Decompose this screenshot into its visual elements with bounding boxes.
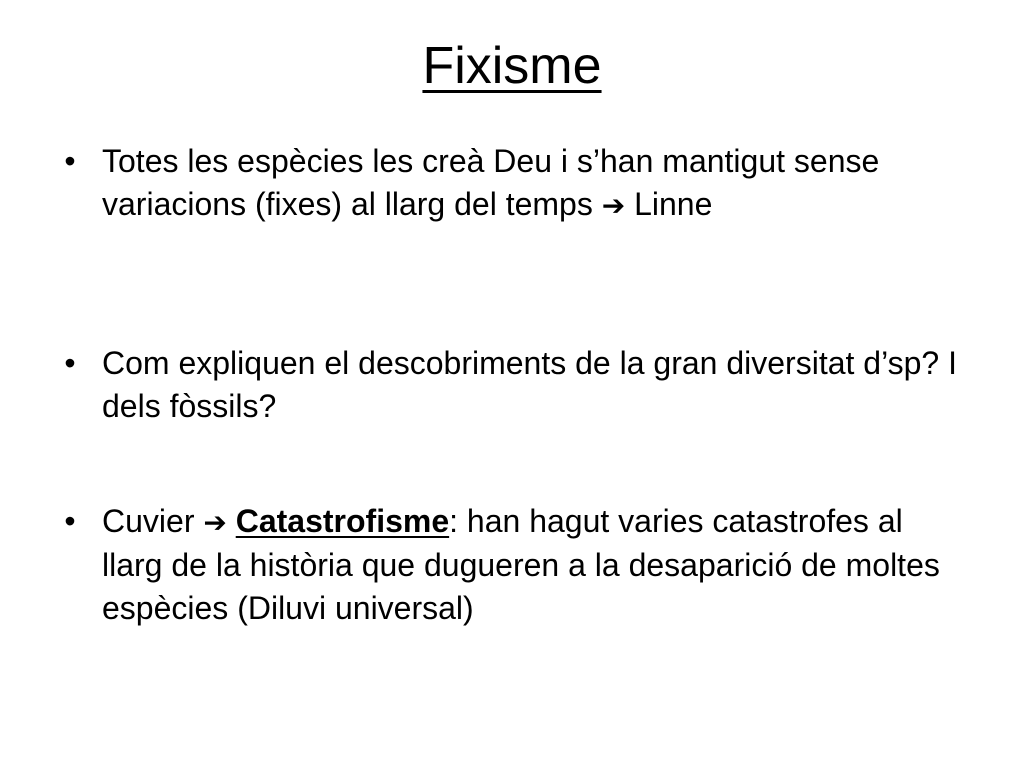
bullet-marker: • bbox=[64, 345, 76, 381]
bullet-text: : han hagut varies catastrofes al llarg de la història que dugueren a la desaparició de moltes espècies (Diluvi universal) bbox=[102, 503, 940, 626]
right-arrow-icon: ➔ bbox=[601, 189, 626, 222]
bullet-catastrophism bbox=[58, 500, 958, 630]
bullet-fixism-definition bbox=[58, 140, 958, 227]
term-catastrophism: Catastrofisme bbox=[235, 503, 450, 539]
right-arrow-icon: ➔ bbox=[203, 506, 227, 539]
bullet-text-author: Cuvier bbox=[102, 503, 195, 539]
bullet-diversity-question bbox=[58, 342, 958, 428]
bullet-list bbox=[58, 140, 958, 630]
slide-title: Fixisme bbox=[422, 37, 602, 95]
bullet-text-author: Linne bbox=[634, 186, 713, 222]
bullet-marker: • bbox=[64, 503, 76, 539]
bullet-marker: • bbox=[64, 143, 76, 179]
bullet-text: Com expliquen el descobriments de la gran diversitat d’sp? I dels fòssils? bbox=[102, 345, 957, 424]
bullet-text: Totes les espècies les creà Deu i s’han mantigut sense variacions (fixes) al llarg del temps bbox=[102, 143, 880, 222]
